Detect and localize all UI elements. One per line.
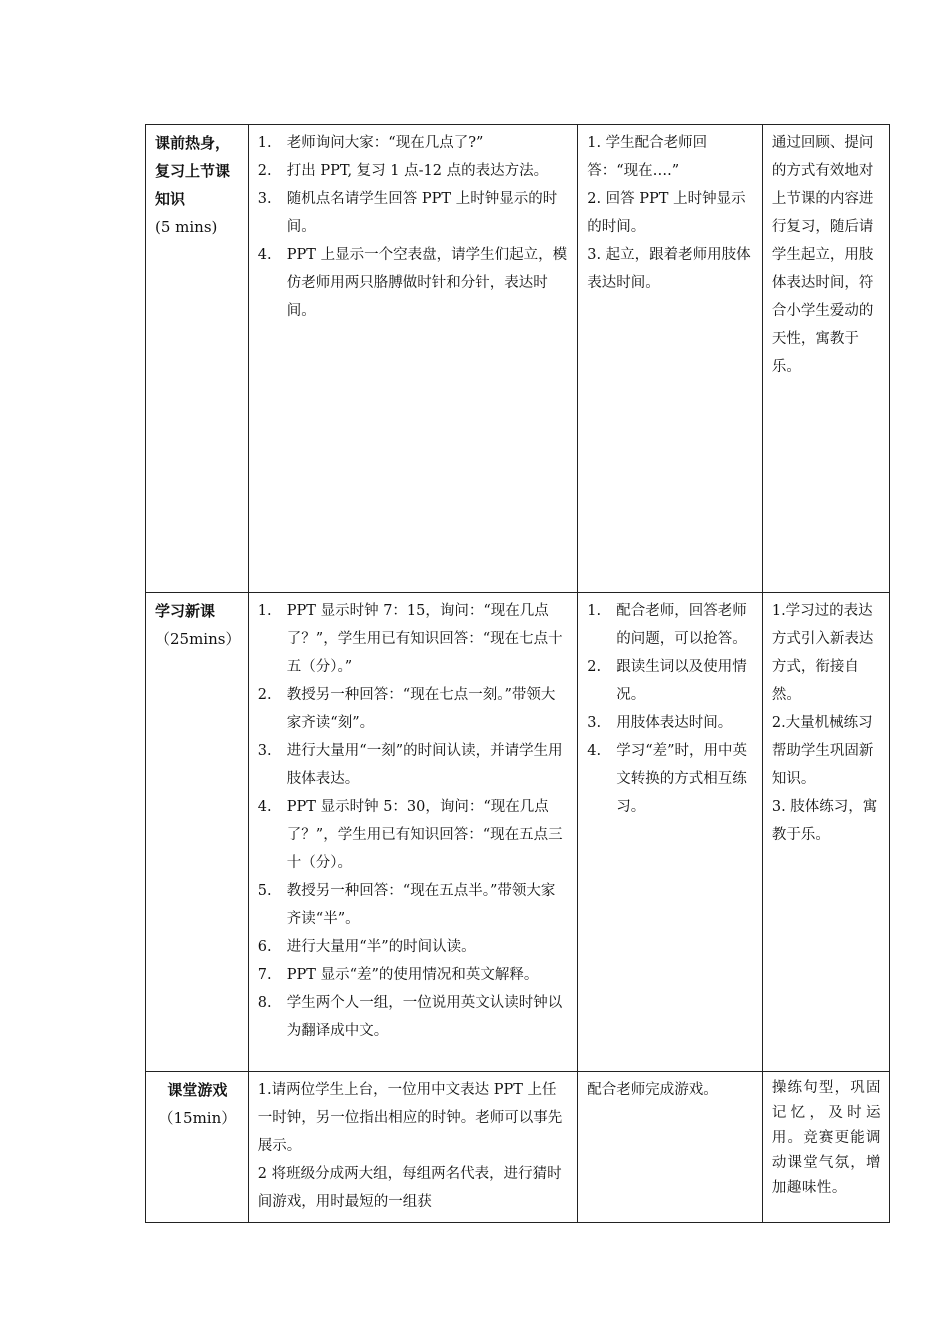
stage-duration: (5 mins) — [155, 218, 218, 236]
list-item: 3. 起立，跟着老师用肢体表达时间。 — [587, 247, 751, 291]
list-item: 6. 进行大量用“半”的时间认读。 — [257, 939, 476, 955]
student-activity-cell — [578, 1072, 763, 1223]
list-item: 3. 进行大量用“一刻”的时间认读，并请学生用肢体表达。 — [257, 743, 563, 787]
stage-cell — [146, 1072, 249, 1223]
teacher-activity-cell — [248, 593, 577, 1072]
list-item: 7. PPT 显示“差”的使用情况和英文解释。 — [257, 967, 539, 983]
student-steps — [587, 597, 754, 821]
stage-title: 课堂游戏 （15min） — [158, 1081, 237, 1127]
list-item: 1. 老师询问大家：“现在几点了?” — [257, 135, 484, 151]
list-item: 2. 教授另一种回答：“现在七点一刻。”带领大家齐读“刻”。 — [257, 687, 556, 731]
stage-title: 课前热身，复习上节课知识 (5 mins) — [155, 134, 231, 236]
list-item: 5. 教授另一种回答：“现在五点半。”带领大家齐读“半”。 — [257, 883, 556, 927]
list-item: 1. PPT 显示时钟 7：15，询问：“现在几点了？”，学生用已有知识回答：“现在七点十五（分）。” — [257, 603, 563, 675]
purpose-text: 3. 肢体练习，寓教于乐。 — [771, 799, 878, 843]
purpose-cell — [762, 593, 889, 1072]
stage-cell — [146, 125, 249, 593]
list-item: 2. 回答 PPT 上时钟显示的时间。 — [587, 191, 746, 235]
teacher-activity-cell — [248, 1072, 577, 1223]
list-item: 1.请两位学生上台，一位用中文表达 PPT 上任一时钟，另一位指出相应的时钟。老师可以事先展示。 — [257, 1082, 563, 1154]
list-item: 3. 随机点名请学生回答 PPT 上时钟显示的时间。 — [257, 191, 558, 235]
table-row — [146, 1072, 890, 1223]
student-activity-cell — [578, 125, 763, 593]
student-text: 配合老师完成游戏。 — [587, 1082, 718, 1098]
lesson-plan-table — [145, 124, 890, 1223]
purpose-text: 2.大量机械练习帮助学生巩固新知识。 — [771, 715, 874, 787]
list-item: 4. PPT 显示时钟 5：30，询问：“现在几点了？”，学生用已有知识回答：“现在五点三十（分）。 — [257, 799, 563, 871]
stage-title: 学习新课 （25mins） — [155, 602, 241, 648]
purpose-text: 1.学习过的表达方式引入新表达方式，衔接自然。 — [771, 603, 874, 703]
list-item: 2 将班级分成两大组，每组两名代表，进行猜时间游戏，用时最短的一组获 — [257, 1166, 562, 1210]
stage-cell — [146, 593, 249, 1072]
list-item: 1. 配合老师，回答老师的问题，可以抢答。 — [587, 603, 747, 647]
list-item: 4. PPT 上显示一个空表盘，请学生们起立，模仿老师用两只胳膊做时针和分针，表达时间。 — [257, 247, 568, 319]
stage-duration: （15min） — [158, 1109, 237, 1127]
teacher-steps — [258, 597, 569, 1045]
teacher-activity-cell — [248, 125, 577, 593]
purpose-cell — [762, 1072, 889, 1223]
purpose-cell — [762, 125, 889, 593]
list-item: 1. 学生配合老师回答：“现在….” — [587, 135, 708, 179]
list-item: 3. 用肢体表达时间。 — [587, 715, 733, 731]
list-item: 2. 跟读生词以及使用情况。 — [587, 659, 747, 703]
purpose-text: 操练句型，巩固记忆，及时运用。竞赛更能调动课堂气氛，增加趣味性。 — [771, 1080, 881, 1196]
table-row — [146, 593, 890, 1072]
student-activity-cell — [578, 593, 763, 1072]
purpose-text: 通过回顾、提问的方式有效地对上节课的内容进行复习，随后请学生起立，用肢体表达时间，符合小学生爱动的天性，寓教于乐。 — [771, 135, 874, 375]
list-item: 4. 学习“差”时，用中英文转换的方式相互练习。 — [587, 743, 748, 815]
teacher-steps — [258, 129, 569, 325]
stage-duration: （25mins） — [155, 630, 241, 648]
list-item: 8. 学生两个人一组，一位说用英文认读时钟以为翻译成中文。 — [257, 995, 563, 1039]
list-item: 2. 打出 PPT, 复习 1 点-12 点的表达方法。 — [257, 163, 549, 179]
table-row — [146, 125, 890, 593]
